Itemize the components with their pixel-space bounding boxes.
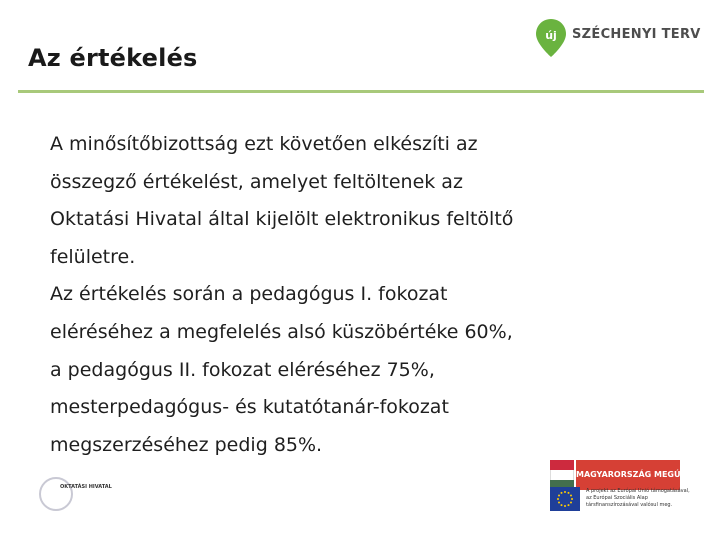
hungarian-flag-icon	[550, 460, 574, 490]
body-line: felületre.	[50, 245, 136, 268]
body-line: A minősítőbizottság ezt követően elkészíti az	[50, 133, 478, 155]
body-line: a pedagógus II. fokozat eléréséhez 75%,	[50, 358, 435, 381]
body-text	[50, 126, 670, 464]
brand-logo-text: SZÉCHENYI TERV	[572, 27, 701, 42]
body-line: Az értékelés során a pedagógus I. fokozat	[50, 283, 448, 306]
body-line: megszerzéséhez pedig 85%.	[50, 433, 323, 456]
oh-ring-icon	[36, 474, 76, 514]
brand-pin-text: új	[545, 29, 557, 42]
eu-note-line: társfinanszírozásával valósul meg.	[586, 502, 673, 508]
eu-note-line: az Európai Szociális Alap	[586, 495, 648, 501]
oh-logo-text: OKTATÁSI HIVATAL	[60, 484, 112, 490]
eu-funding-note	[586, 488, 700, 509]
slide-title: Az értékelés	[28, 44, 198, 72]
body-line: mesterpedagógus- és kutatótanár-fokozat	[50, 396, 449, 419]
szechenyi-terv-logo	[534, 18, 701, 58]
body-line: Oktatási Hivatal által kijelölt elektronikus feltöltő	[50, 208, 514, 231]
oktatasi-hivatal-logo	[36, 474, 126, 514]
eu-note-line: A projekt az Európai Unió támogatásával,	[586, 488, 690, 494]
body-line: összegző értékelést, amelyet feltöltenek az	[50, 170, 463, 193]
body-line: eléréséhez a megfelelés alsó küszöbértéke 60%,	[50, 320, 513, 343]
location-pin-icon	[534, 18, 568, 58]
title-divider	[18, 90, 704, 93]
eu-flag-icon	[550, 487, 580, 511]
magyarorszag-megujul-banner: MAGYARORSZÁG MEGÚJUL	[576, 460, 680, 490]
